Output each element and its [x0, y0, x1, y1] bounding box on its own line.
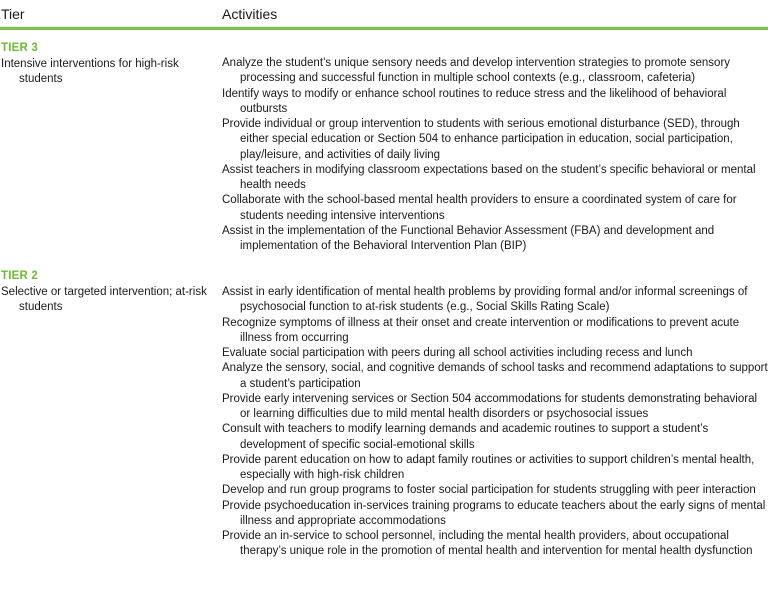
header-activities: Activities	[222, 6, 278, 22]
list-item: Assist in early identification of mental health problems by providing formal and/or informal screenings of psychosocial function to at-risk students (e.g., Social Skills Rating Scale)	[222, 286, 748, 314]
list-item: Provide parent education on how to adapt family routines or activities to support children’s mental health, especially with high-risk children	[222, 453, 755, 481]
list-item: Develop and run group programs to foster social participation for students struggling with peer interaction	[222, 484, 756, 497]
list-item: Identify ways to modify or enhance school routines to reduce stress and the likelihood of behavioral outbursts	[222, 87, 727, 115]
tier-3-description: Intensive interventions for high-risk students	[1, 58, 179, 85]
list-item: Provide psychoeducation in-services training programs to educate teachers about the early signs of mental illness and appropriate accommodations	[222, 499, 766, 527]
list-item: Collaborate with the school-based mental health providers to ensure a coordinated system of care for students needing intensive interventions	[222, 194, 737, 222]
table-header	[0, 0, 768, 30]
list-item: Provide early intervening services or Section 504 accommodations for students demonstrating behavioral or learning difficulties due to mild mental health disorders or psychosocial issues	[222, 392, 758, 420]
tier-2-label: TIER 2	[1, 270, 38, 282]
list-item: Analyze the student’s unique sensory needs and develop intervention strategies to promote sensory processing and successful function in multiple school contexts (e.g., classroom, cafeteria)	[222, 57, 731, 85]
list-item: Evaluate social participation with peers during all school activities including recess and lunch	[222, 347, 693, 359]
list-item: Assist in the implementation of the Functional Behavior Assessment (FBA) and development and implementation of the Behavioral Intervention Plan (BIP)	[222, 224, 715, 252]
list-item: Assist teachers in modifying classroom expectations based on the student’s specific behavioral or mental health needs	[222, 163, 756, 191]
header-tier: Tier	[1, 6, 25, 22]
list-item: Provide individual or group intervention to students with serious emotional disturbance (SED), through either special education or Section 504 to enhance participation in education, social participation, play/leisure, and activities of daily living	[222, 118, 740, 161]
list-item: Consult with teachers to modify learning demands and academic routines to support a student’s development of specific social-emotional skills	[222, 423, 709, 451]
tier-2-description: Selective or targeted intervention; at-risk students	[1, 286, 207, 313]
list-item: Analyze the sensory, social, and cognitive demands of school tasks and recommend adaptations to support a student’s participation	[222, 362, 768, 390]
list-item: Recognize symptoms of illness at their onset and create intervention or modifications to prevent acute illness from occurring	[222, 316, 740, 344]
list-item: Provide an in-service to school personnel, including the mental health providers, about occupational therapy’s unique role in the promotion of mental health and intervention for mental health dysfunction	[222, 530, 753, 558]
tier-3-activities	[222, 56, 768, 254]
tier-3-label: TIER 3	[1, 42, 38, 54]
tier-2-activities	[222, 285, 768, 560]
